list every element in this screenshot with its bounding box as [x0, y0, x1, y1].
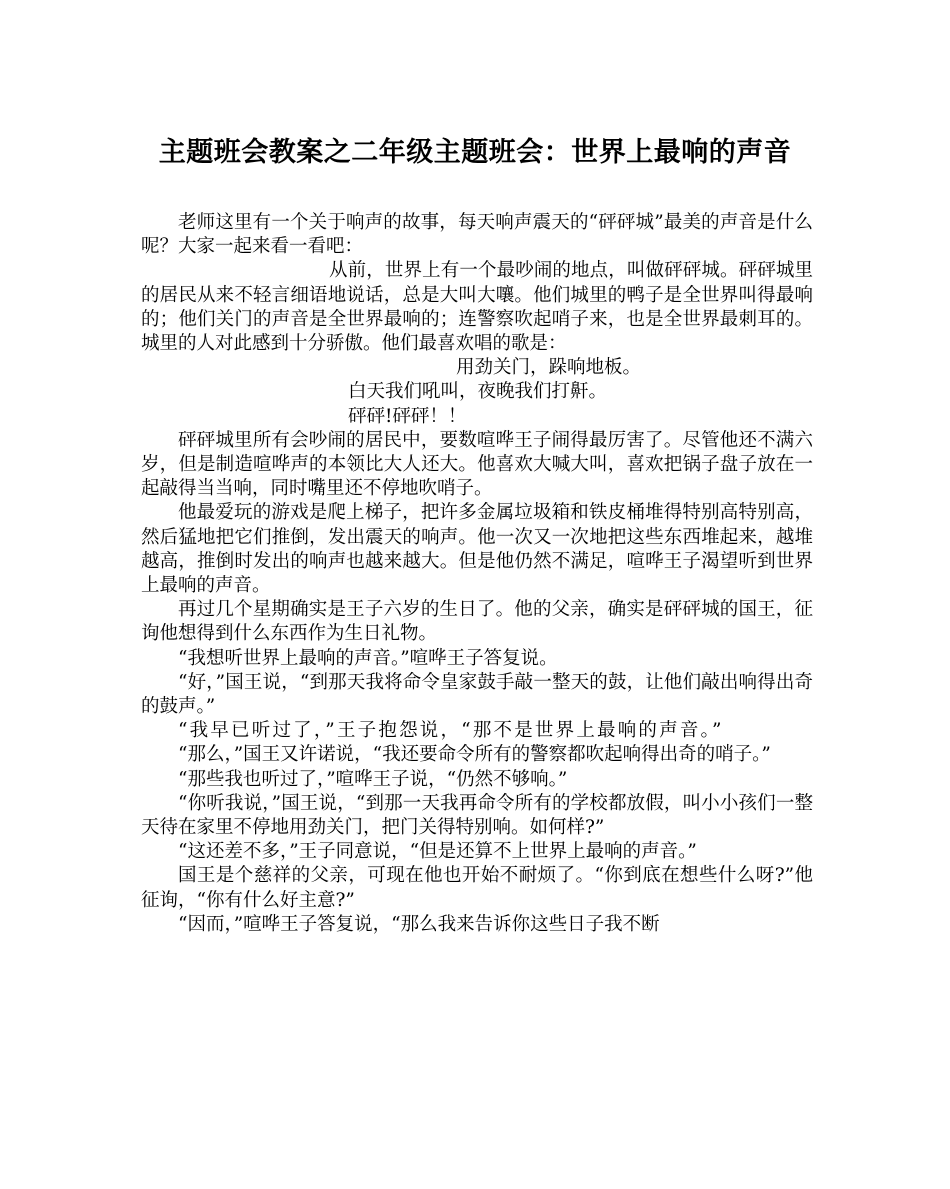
- paragraph: 他最爱玩的游戏是爬上梯子，把许多金属垃圾箱和铁皮桶堆得特别高特别高，然后猛地把它们推倒，发出震天的响声。他一次又一次地把这些东西堆起来，越堆越高，推倒时发出的响声也越来越大。但是他仍然不满足，喧哗王子渴望听到世界上最响的声音。: [141, 502, 813, 597]
- document-title: 主题班会教案之二年级主题班会：世界上最响的声音: [158, 137, 792, 168]
- paragraph: “因而，”喧哗王子答复说，“那么我来告诉你这些日子我不断: [178, 913, 660, 935]
- song-line: 砰砰!砰砰！！: [348, 405, 467, 427]
- paragraph: 老师这里有一个关于响声的故事，每天响声震天的“砰砰城”最美的声音是什么呢？大家一起来看一看吧：: [141, 212, 813, 258]
- paragraph: 从前，世界上有一个最吵闹的地点，叫做砰砰城。砰砰城里的居民从来不轻言细语地说话，总是大叫大嚷。他们城里的鸭子是全世界叫得最响的；他们关门的声音是全世界最响的；连警察吹起哨子来，也是全世界最刺耳的。城里的人对此感到十分骄傲。他们最喜欢唱的歌是：: [141, 260, 813, 355]
- document-body: [141, 211, 813, 937]
- paragraph: “我早已听过了，”王子抱怨说，“那不是世界上最响的声音。”: [178, 720, 724, 742]
- paragraph: “那些我也听过了，”喧哗王子说，“仍然不够响。”: [178, 768, 568, 790]
- paragraph: “我想听世界上最响的声音。”喧哗王子答复说。: [178, 647, 558, 669]
- paragraph: 砰砰城里所有会吵闹的居民中，要数喧哗王子闹得最厉害了。尽管他还不满六岁，但是制造喧哗声的本领比大人还大。他喜欢大喊大叫，喜欢把锅子盘子放在一起敲得当当响，同时嘴里还不停地吹哨子。: [141, 429, 813, 500]
- song-line: 用劲关门，跺响地板。: [456, 357, 642, 379]
- paragraph: “好，”国王说，“到那天我将命令皇家鼓手敲一整天的鼓，让他们敲出响得出奇的鼓声。”: [141, 671, 813, 718]
- paragraph: “这还差不多，”王子同意说，“但是还算不上世界上最响的声音。”: [178, 841, 697, 863]
- paragraph: 国王是个慈祥的父亲，可现在他也开始不耐烦了。“你到底在想些什么呀?”他征询，“你有什么好主意?”: [141, 865, 813, 911]
- paragraph: “你听我说，”国王说，“到那一天我再命令所有的学校都放假，叫小小孩们一整天待在家里不停地用劲关门，把门关得特别响。如何样?”: [141, 792, 813, 839]
- paragraph: 再过几个星期确实是王子六岁的生日了。他的父亲，确实是砰砰城的国王，征询他想得到什么东西作为生日礼物。: [141, 599, 813, 645]
- song-line: 白天我们吼叫，夜晚我们打鼾。: [348, 381, 608, 403]
- paragraph: “那么，”国王又许诺说，“我还要命令所有的警察都吹起响得出奇的哨子。”: [178, 744, 771, 766]
